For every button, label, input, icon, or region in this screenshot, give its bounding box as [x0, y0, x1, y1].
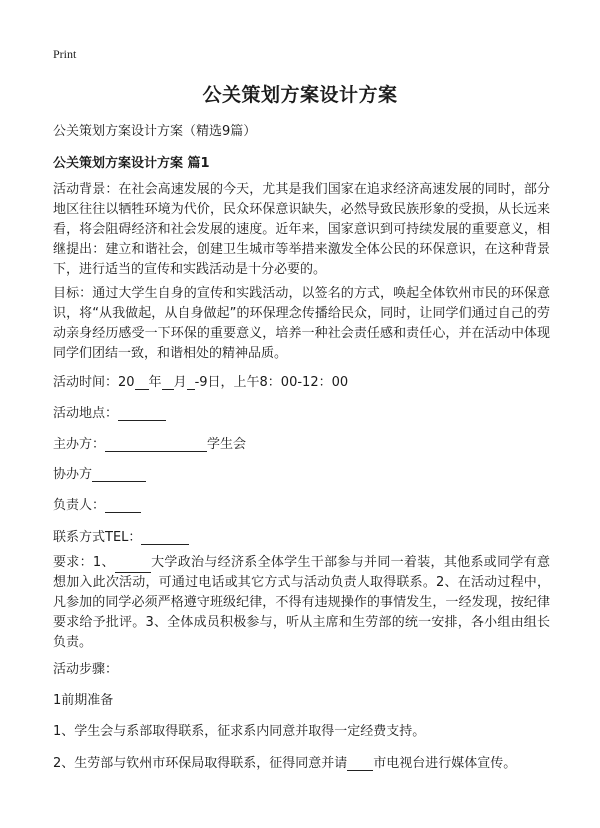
organizer-label: 主办方：: [53, 437, 106, 452]
co-organizer-blank: [92, 467, 146, 482]
document-subtitle: 公关策划方案设计方案（精选9篇）: [53, 124, 257, 139]
step-one: 1、学生会与系部取得联系，征求系内同意并取得一定经费支持。: [53, 724, 426, 739]
steps-label: 活动步骤：: [53, 662, 119, 677]
year-blank: [135, 375, 149, 390]
activity-location-line: [53, 402, 166, 421]
goal-paragraph: 目标：通过大学生自身的宣传和实践活动，以签名的方式，唤起全体钦州市民的环保意识，将“从我做起，从自身做起”的环保理念传播给民众，同时，让同学们通过自己的劳动亲身经历感受一下环保的重要意义，培养一种社会责任感和责任心，并在活动中体现同学们团结一致，和谐相处的精神品质。: [53, 286, 550, 361]
preparation-label: 1前期准备: [53, 693, 114, 708]
co-organizer-label: 协办方: [53, 467, 93, 482]
requirements-prefix: 要求：1、: [53, 555, 115, 570]
step-two-line: [53, 752, 516, 771]
requirements-paragraph: [53, 553, 550, 653]
requirements-text: 大学政治与经济系全体学生干部参与并同一着装，其他系或同学有意想加入此次活动，可通过电话或其它方式与活动负责人取得联系。2、在活动过程中，凡参加的同学必须严格遵守班级纪律，不得有违规操作的事情发生，一经发现，按纪律要求给予批评。3、全体成员积极参与，听从主席和生劳部的统一安排，各小组由组长负责。: [53, 555, 550, 650]
contact-person-line: [53, 494, 141, 513]
contact-person-label: 负责人：: [53, 498, 106, 513]
activity-time-rest: -9日，上午8：00-12：00: [194, 375, 349, 390]
activity-time-label: 活动时间：20: [53, 375, 135, 390]
contact-method-blank: [141, 530, 189, 545]
step-two-suffix: 市电视台进行媒体宣传。: [373, 756, 517, 771]
organizer-value: 学生会: [207, 437, 247, 452]
activity-location-label: 活动地点：: [53, 406, 119, 421]
step-two-prefix: 2、生劳部与钦州市环保局取得联系，征得同意并请: [53, 756, 348, 771]
month-label: 月: [173, 375, 187, 390]
co-organizer-line: [53, 463, 146, 482]
requirements-blank: [115, 558, 151, 573]
step-two-blank: [347, 756, 373, 771]
document-title: 公关策划方案设计方案: [202, 84, 398, 106]
year-label: 年: [148, 375, 162, 390]
contact-method-line: [53, 526, 189, 545]
organizer-line: [53, 433, 246, 452]
location-blank: [118, 406, 166, 421]
month-blank: [162, 375, 174, 390]
contact-method-label: 联系方式TEL：: [53, 530, 142, 545]
section-heading: 公关策划方案设计方案 篇1: [53, 156, 210, 171]
background-paragraph: 活动背景：在社会高速发展的今天，尤其是我们国家在追求经济高速发展的同时，部分地区往往以牺牲环境为代价，民众环保意识缺失，必然导致民族形象的受损，从长远来看，将会阻碍经济和社会发展的速度。近年来，国家意识到可持续发展的重要意义，相继提出：建立和谐社会，创建卫生城市等举措来激发全体公民的环保意识，在这种背景下，进行适当的宣传和实践活动是十分必要的。: [53, 182, 550, 277]
day-blank: [187, 375, 195, 390]
activity-time-line: [53, 371, 348, 390]
print-link[interactable]: Print: [53, 47, 77, 61]
organizer-blank: [105, 437, 207, 452]
contact-person-blank: [105, 498, 141, 513]
